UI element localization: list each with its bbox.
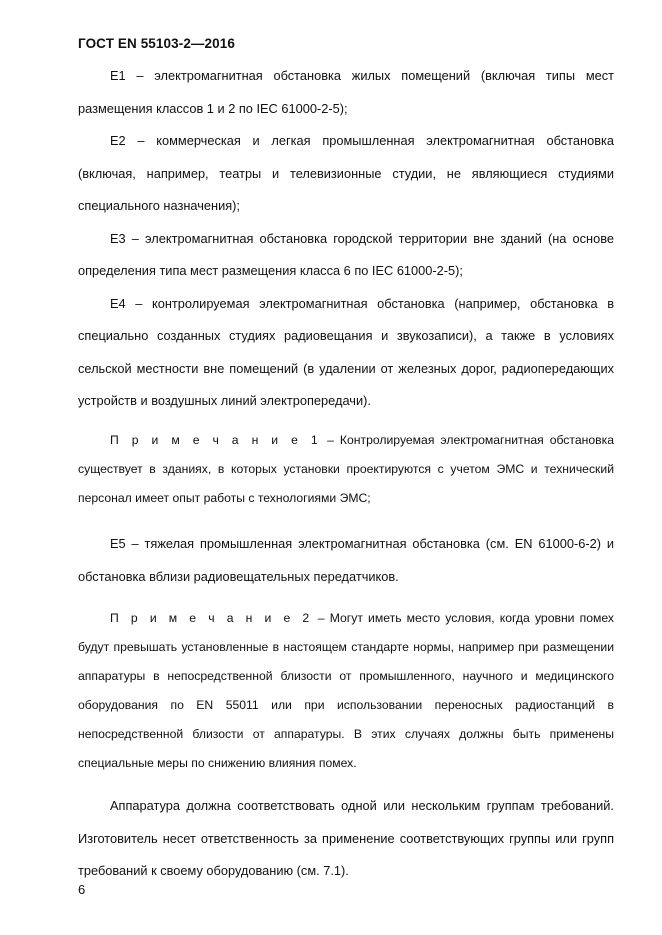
page-number: 6	[78, 882, 86, 897]
note-2-text: – Могут иметь место условия, когда уровни помех будут превышать установленные в настоящем стандарте нормы, например при размещении аппаратуры в непосредственной близости от промышленного, научного и медицинского оборудования по EN 55011 или при использовании переносных радиостанций в непосредственной близости от аппаратуры. В этих случаях должны быть применены специальные меры по снижению влияния помех.	[78, 611, 614, 770]
note-2	[78, 604, 614, 778]
final-paragraph-block	[78, 790, 614, 888]
paragraph-e3: Е3 – электромагнитная обстановка городской территории вне зданий (на основе определения типа мест размещения класса 6 по IEC 61000-2-5);	[78, 230, 614, 278]
environment-list	[78, 60, 614, 418]
paragraph-e4: Е4 – контролируемая электромагнитная обстановка (например, обстановка в специально созданных студиях радиовещания и звукозаписи), а также в условиях сельской местности вне помещений (в удалении от железных дорог, радиопередающих устройств и воздушных линий электропередачи).	[78, 295, 614, 408]
standard-header: ГОСТ EN 55103-2—2016	[78, 36, 235, 51]
paragraph-e5: Е5 – тяжелая промышленная электромагнитная обстановка (см. EN 61000-6-2) и обстановка вблизи радиовещательных передатчиков.	[78, 536, 614, 584]
paragraph-e5-block	[78, 527, 614, 593]
note-1-label: П р и м е ч а н и е 1	[110, 433, 322, 447]
paragraph-e1: Е1 – электромагнитная обстановка жилых помещений (включая типы мест размещения классов 1 и 2 по IEC 61000-2-5);	[78, 68, 614, 116]
final-paragraph: Аппаратура должна соответствовать одной или нескольким группам требований. Изготовитель несет ответственность за применение соответствующих группы или групп требований к своему оборудованию (см. 7.1).	[78, 798, 614, 878]
note-1	[78, 426, 614, 513]
note-2-label: П р и м е ч а н и е 2	[110, 611, 313, 625]
note-1-text: – Контролируемая электромагнитная обстановка существует в зданиях, в которых установки проектируются с учетом ЭМС и технический персонал имеет опыт работы с технологиями ЭМС;	[78, 433, 614, 505]
paragraph-e2: Е2 – коммерческая и легкая промышленная электромагнитная обстановка (включая, например, театры и телевизионные студии, не являющиеся студиями специального назначения);	[78, 133, 614, 213]
